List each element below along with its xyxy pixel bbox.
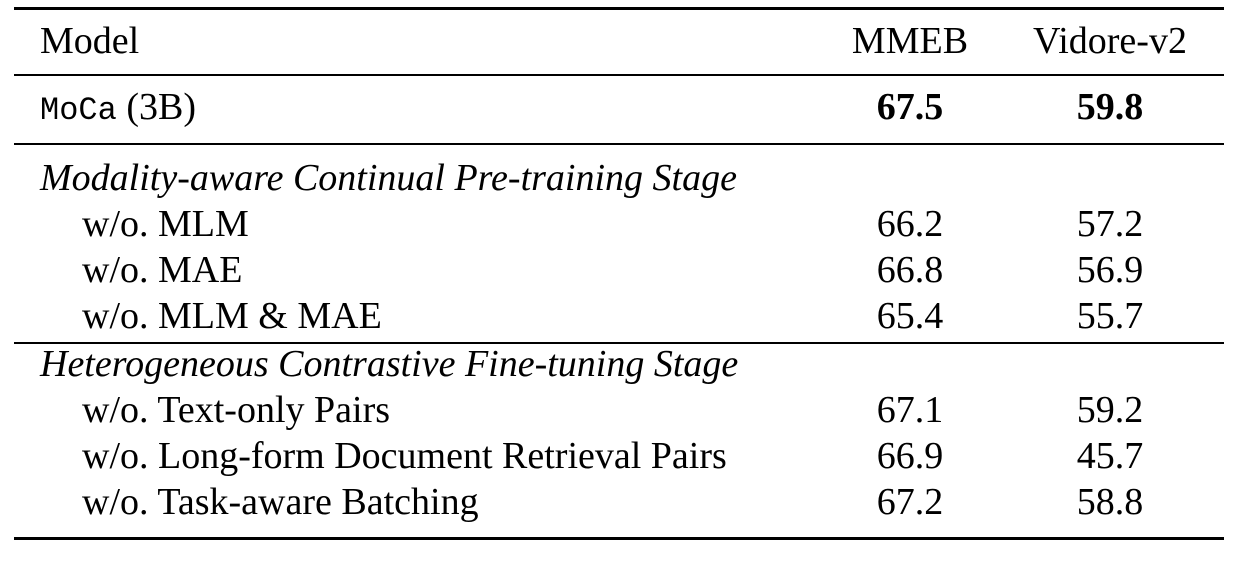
row-vidore-value: 59.2 <box>1076 389 1144 431</box>
main-model-size: (3B) <box>116 86 196 128</box>
row-vidore-value: 57.2 <box>1076 203 1144 245</box>
row-vidore-value: 45.7 <box>1076 435 1144 477</box>
section-title-pretraining: Modality-aware Continual Pre-training Stage <box>40 157 737 199</box>
row-label: w/o. MLM & MAE <box>82 295 382 337</box>
row-vidore-value: 58.8 <box>1076 481 1144 523</box>
header-model: Model <box>40 20 140 62</box>
top-rule <box>14 7 1224 10</box>
row-label: w/o. MAE <box>82 249 243 291</box>
row-mmeb-value: 66.9 <box>876 435 944 477</box>
row-label: w/o. Long-form Document Retrieval Pairs <box>82 435 727 477</box>
section-title-finetuning: Heterogeneous Contrastive Fine-tuning Stage <box>40 343 739 385</box>
row-mmeb-value: 67.1 <box>876 389 944 431</box>
row-label: w/o. Task-aware Batching <box>82 481 479 523</box>
row-vidore-value: 56.9 <box>1076 249 1144 291</box>
row-vidore-value: 55.7 <box>1076 295 1144 337</box>
row-mmeb-value: 65.4 <box>876 295 944 337</box>
main-model-label <box>40 84 196 134</box>
header-vidore: Vidore-v2 <box>1033 20 1187 62</box>
main-vidore-value: 59.8 <box>1076 86 1144 128</box>
header-mmeb: MMEB <box>851 20 969 62</box>
section-rule-1 <box>14 143 1224 145</box>
row-label: w/o. Text-only Pairs <box>82 389 391 431</box>
row-mmeb-value: 66.8 <box>876 249 944 291</box>
row-mmeb-value: 66.2 <box>876 203 944 245</box>
main-mmeb-value: 67.5 <box>876 86 944 128</box>
row-label: w/o. MLM <box>82 203 249 245</box>
header-rule <box>14 74 1224 76</box>
main-model-code: MoCa <box>40 92 117 129</box>
row-mmeb-value: 67.2 <box>876 481 944 523</box>
bottom-rule <box>14 537 1224 540</box>
